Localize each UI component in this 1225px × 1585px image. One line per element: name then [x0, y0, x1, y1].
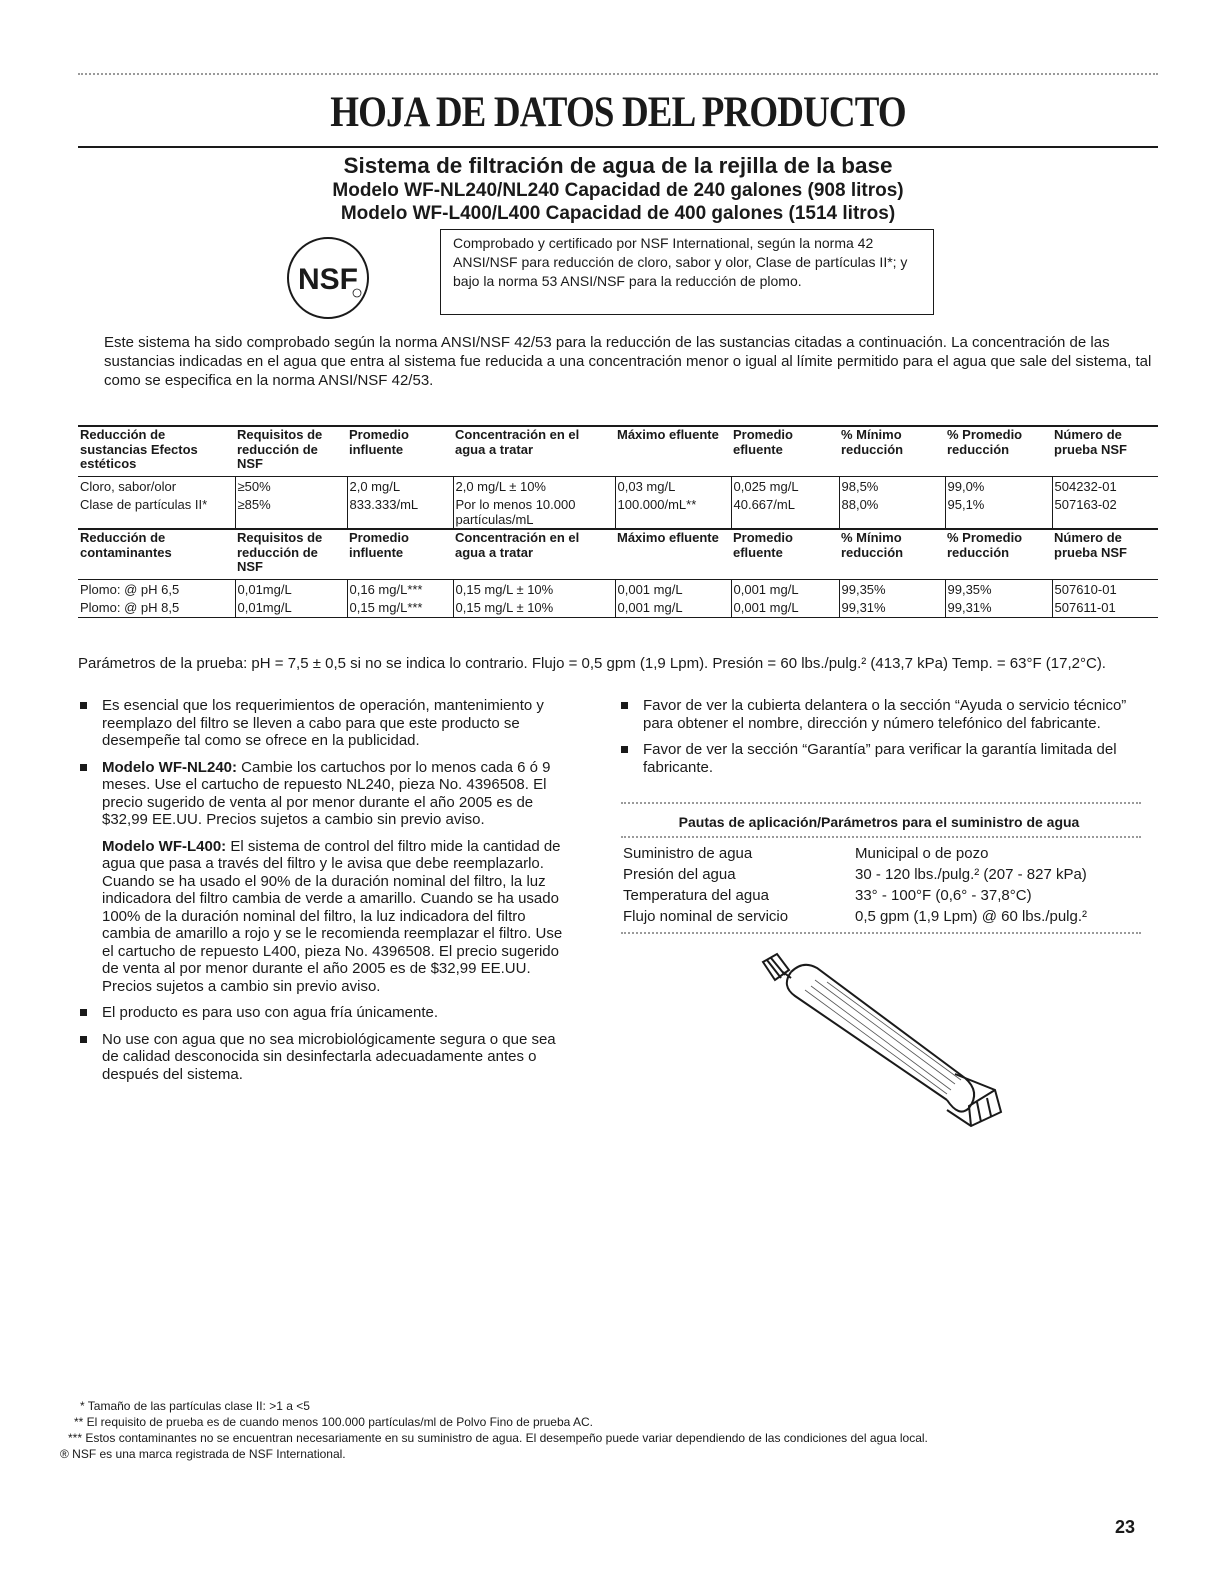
list-item	[78, 1004, 568, 1022]
test-parameters: Parámetros de la prueba: pH = 7,5 ± 0,5 si no se indica lo contrario. Flujo = 0,5 gpm (1,9 Lpm). Presión = 60 lbs./pulg.² (413,7 kPa) Temp. = 63°F (17,2°C).	[78, 655, 1106, 672]
table-cell: 33° - 100°F (0,6° - 37,8°C)	[855, 887, 1032, 904]
table-row	[621, 885, 1141, 906]
table-cell: 0,01mg/L	[235, 579, 347, 598]
table-cell: Municipal o de pozo	[855, 845, 989, 862]
footnote: * Tamaño de las partículas clase II: >1 a <5	[80, 1399, 310, 1413]
table-cell: Flujo nominal de servicio	[623, 908, 789, 925]
table-cell: 833.333/mL	[347, 495, 453, 529]
table-row	[78, 598, 1158, 617]
table-cell: Plomo: @ pH 8,5	[80, 600, 180, 615]
table-cell: ≥85%	[235, 495, 347, 529]
table-row	[78, 495, 1158, 529]
table-cell: Cloro, sabor/olor	[80, 478, 177, 494]
table-cell: 100.000/mL**	[615, 495, 731, 529]
bullet-text: Favor de ver la sección “Garantía” para verificar la garantía limitada del fabricante.	[643, 741, 1117, 776]
table-header-cell: % Promedio reducción	[947, 530, 1023, 560]
table-cell: 99,31%	[945, 598, 1052, 617]
table-cell: 0,025 mg/L	[731, 476, 839, 495]
table-header-cell: Promedio efluente	[733, 427, 793, 457]
bullet-square-icon	[621, 702, 628, 709]
table-cell: 2,0 mg/L	[347, 476, 453, 495]
table-cell: 2,0 mg/L ± 10%	[453, 476, 615, 495]
table-cell: Temperatura del agua	[623, 887, 769, 904]
table-cell: 0,15 mg/L ± 10%	[453, 598, 615, 617]
model-label: Modelo WF-L400:	[102, 837, 227, 855]
bullet-text: No use con agua que no sea microbiológicamente segura o que sea de calidad desconocida sin desinfectarla adecuadamente antes o después del sistema.	[102, 1030, 556, 1083]
table-cell: 99,31%	[839, 598, 945, 617]
table-header-cell: Promedio influente	[349, 530, 409, 560]
table-cell: 0,16 mg/L***	[347, 579, 453, 598]
bullet-square-icon	[80, 1009, 87, 1016]
table-header-cell: Requisitos de reducción de NSF	[237, 530, 323, 574]
table-cell: 99,35%	[945, 579, 1052, 598]
table-cell: 0,01mg/L	[235, 598, 347, 617]
product-subtitle: Sistema de filtración de agua de la rejilla de la base	[343, 153, 893, 178]
table-cell: Por lo menos 10.000 partículas/mL	[453, 495, 615, 529]
table-header-cell: Promedio influente	[349, 427, 409, 457]
table-header-cell: % Promedio reducción	[947, 427, 1023, 457]
table-cell: 0,03 mg/L	[615, 476, 731, 495]
table-cell: 507611-01	[1052, 598, 1158, 617]
title-rule	[78, 146, 1158, 148]
nsf-logo	[285, 235, 371, 321]
left-bullet-list	[78, 697, 568, 1092]
guidelines-dotted-rule	[621, 802, 1141, 804]
table-cell: Plomo: @ pH 6,5	[80, 581, 180, 597]
table-cell: 0,5 gpm (1,9 Lpm) @ 60 lbs./pulg.²	[855, 908, 1088, 925]
table-cell: 0,001 mg/L	[731, 579, 839, 598]
performance-table	[78, 425, 1158, 618]
table-row	[621, 843, 1141, 864]
table-header-cell: % Mínimo reducción	[841, 530, 904, 560]
table-header-cell: Concentración en el agua a tratar	[455, 530, 580, 560]
table-cell: 0,15 mg/L***	[347, 598, 453, 617]
list-item	[78, 759, 568, 996]
guidelines-table	[621, 843, 1141, 927]
table-header-cell: Máximo efluente	[617, 427, 719, 442]
intro-paragraph: Este sistema ha sido comprobado según la norma ANSI/NSF 42/53 para la reducción de las sustancias citadas a continuación. La concentración de las sustancias indicadas en el agua que entra al sistema fue reducida a una concentración menor o igual al límite permitido para el agua que sale del sistema, tal como se especifica en la norma ANSI/NSF 42/53.	[104, 334, 1152, 389]
certification-box: Comprobado y certificado por NSF International, según la norma 42 ANSI/NSF para reducción de cloro, sabor y olor, Clase de partículas II*; y bajo la norma 53 ANSI/NSF para la reducción de plomo.	[440, 229, 934, 315]
bullet-square-icon	[80, 764, 87, 771]
bullet-text: El sistema de control del filtro mide la cantidad de agua que pasa a través del filtro y le avisa que debe reemplazarlo. Cuando se ha usado el 90% de la duración nominal del filtro, la luz indicadora del filtro cambia de verde a amarillo. Cuando se ha usado 100% de la duración nominal del filtro, la luz indicadora del filtro cambia de amarillo a rojo y se le recomienda reemplazar el filtro. Use el cartucho de repuesto L400, pieza No. 4396508. El precio sugerido de venta al por menor durante el año 2005 es de $32,99 EE.UU. Precios sujetos a cambio sin previo aviso.	[102, 837, 563, 995]
table-cell: 0,001 mg/L	[731, 598, 839, 617]
nsf-logo-text: NSF	[298, 263, 358, 296]
page-number: 23	[1115, 1517, 1136, 1537]
table-header-aesthetic	[78, 426, 1158, 476]
table-cell: Suministro de agua	[623, 845, 753, 862]
table-cell: 507163-02	[1052, 495, 1158, 529]
filter-cartridge-illustration	[755, 950, 1015, 1130]
top-dotted-rule	[78, 73, 1158, 75]
table-cell: 507610-01	[1052, 579, 1158, 598]
model-label: Modelo WF-NL240:	[102, 758, 237, 776]
page-title: HOJA DE DATOS DEL PRODUCTO	[330, 89, 906, 136]
table-row	[78, 579, 1158, 598]
bullet-square-icon	[80, 702, 87, 709]
table-row	[621, 864, 1141, 885]
table-cell: 99,35%	[839, 579, 945, 598]
list-item	[619, 741, 1139, 776]
guidelines-title: Pautas de aplicación/Parámetros para el suministro de agua	[678, 814, 1080, 830]
table-header-cell: Reducción de contaminantes	[80, 530, 172, 560]
table-cell: 0,001 mg/L	[615, 579, 731, 598]
table-cell: Clase de partículas II*	[80, 497, 208, 512]
bullet-text: Cambie los cartuchos por lo menos cada 6 ó 9 meses. Use el cartucho de repuesto NL240, pieza No. 4396508. El precio sugerido de venta al por menor durante el año 2005 es de $32,99 EE.UU. Precios sujetos a cambio sin previo aviso.	[102, 758, 551, 828]
guidelines-dotted-rule	[621, 932, 1141, 934]
table-cell: 88,0%	[839, 495, 945, 529]
table-header-cell: Reducción de sustancias Efectos estéticos	[80, 427, 198, 471]
list-item	[78, 1031, 568, 1084]
right-bullet-list	[619, 697, 1139, 785]
table-header-cell: Promedio efluente	[733, 530, 793, 560]
table-cell: ≥50%	[235, 476, 347, 495]
table-cell: 0,15 mg/L ± 10%	[453, 579, 615, 598]
table-header-cell: % Mínimo reducción	[841, 427, 904, 457]
table-cell: 30 - 120 lbs./pulg.² (207 - 827 kPa)	[855, 866, 1087, 883]
table-cell: Presión del agua	[623, 866, 736, 883]
bullet-text: Es esencial que los requerimientos de operación, mantenimiento y reemplazo del filtro se lleven a cabo para que este producto se desempeñe tal como se ofrece en la publicidad.	[102, 697, 544, 749]
footnote: ® NSF es una marca registrada de NSF International.	[60, 1447, 346, 1461]
table-header-cell: Número de prueba NSF	[1054, 530, 1127, 560]
table-cell: 95,1%	[945, 495, 1052, 529]
guidelines-dotted-rule	[621, 836, 1141, 838]
table-cell: 99,0%	[945, 476, 1052, 495]
table-header-cell: Número de prueba NSF	[1054, 427, 1127, 457]
bullet-square-icon	[80, 1036, 87, 1043]
table-row	[78, 476, 1158, 495]
footnote: ** El requisito de prueba es de cuando menos 100.000 partículas/ml de Polvo Fino de prueba AC.	[74, 1415, 593, 1429]
table-cell: 0,001 mg/L	[615, 598, 731, 617]
bullet-square-icon	[621, 746, 628, 753]
model-nl240-heading: Modelo WF-NL240/NL240 Capacidad de 240 galones (908 litros)	[332, 180, 904, 201]
table-row	[621, 906, 1141, 927]
table-header-cell: Máximo efluente	[617, 530, 719, 545]
table-cell: 98,5%	[839, 476, 945, 495]
table-header-cell: Requisitos de reducción de NSF	[237, 427, 323, 471]
list-item	[619, 697, 1139, 732]
list-item	[78, 697, 568, 750]
model-l400-heading: Modelo WF-L400/L400 Capacidad de 400 galones (1514 litros)	[340, 203, 896, 224]
table-cell: 504232-01	[1052, 476, 1158, 495]
footnotes	[60, 1398, 1160, 1462]
bullet-text: Favor de ver la cubierta delantera o la sección “Ayuda o servicio técnico” para obtener el nombre, dirección y número telefónico del fabricante.	[643, 697, 1127, 732]
bullet-text: El producto es para uso con agua fría únicamente.	[102, 1004, 439, 1021]
table-cell: 40.667/mL	[731, 495, 839, 529]
footnote: *** Estos contaminantes no se encuentran necesariamente en su suministro de agua. El desempeño puede variar dependiendo de las condiciones del agua local.	[68, 1431, 928, 1445]
table-header-cell: Concentración en el agua a tratar	[455, 427, 580, 457]
table-header-contaminants	[78, 529, 1158, 579]
